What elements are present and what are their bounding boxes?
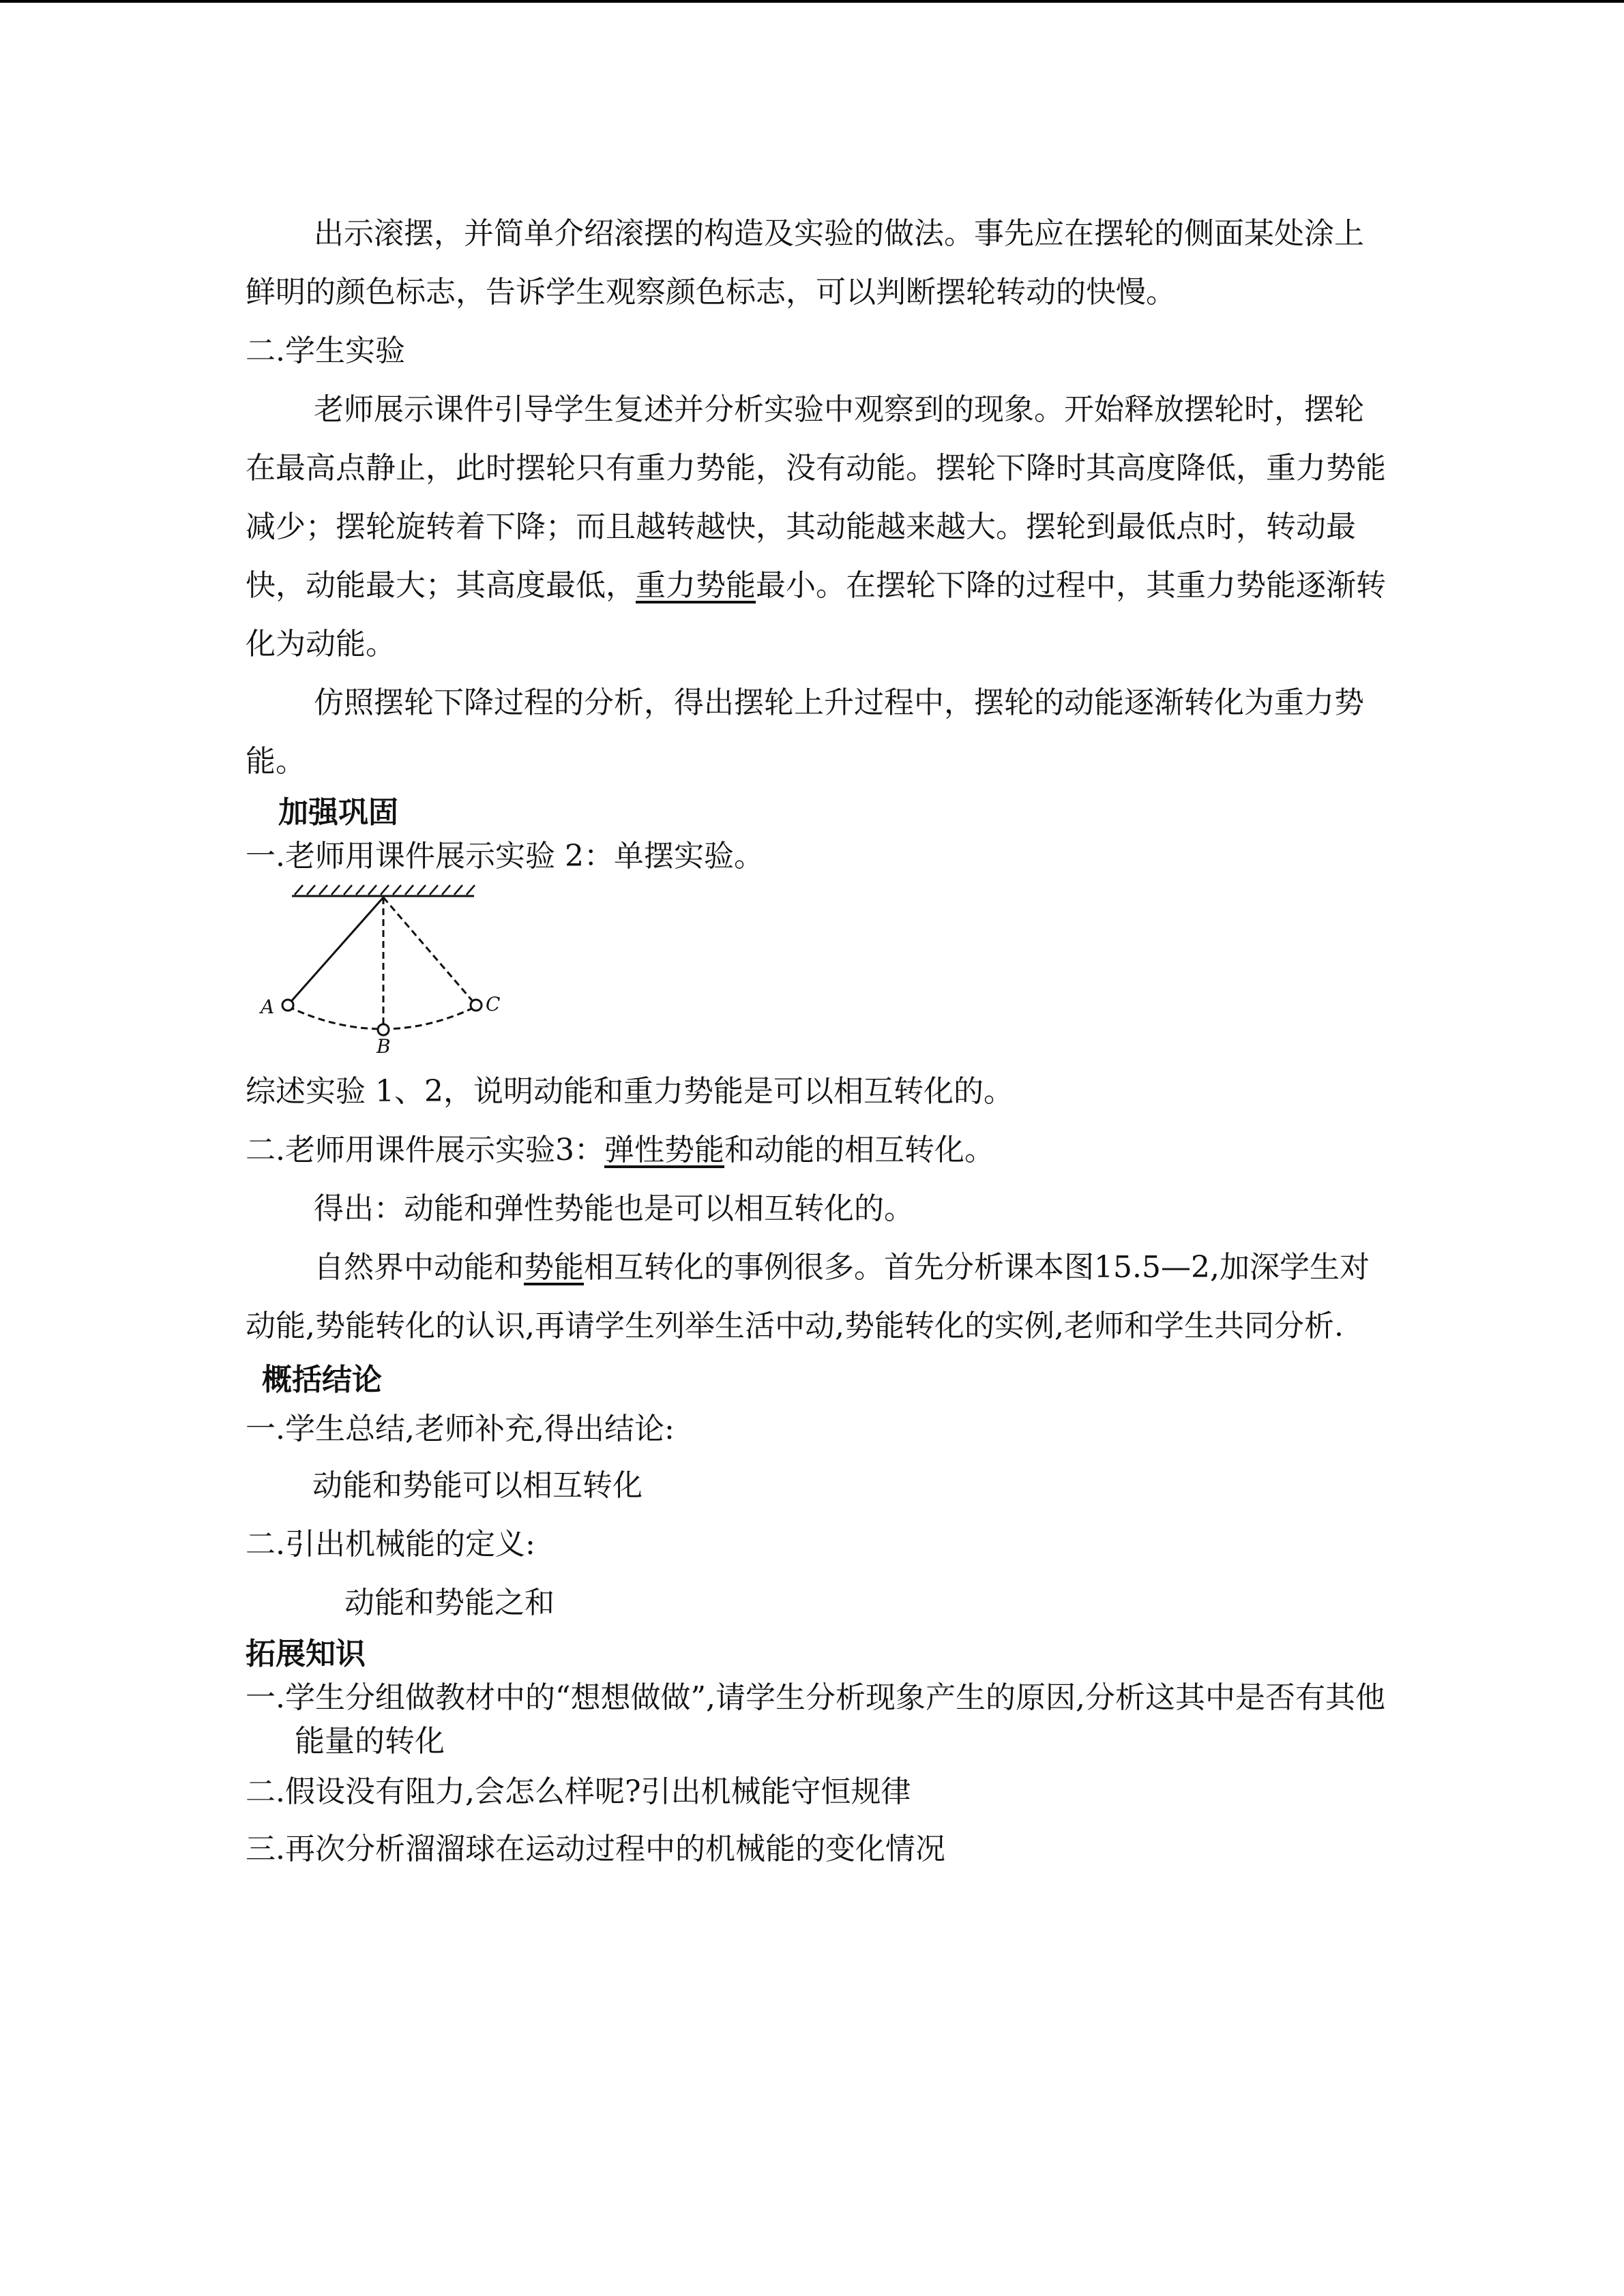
extend-item-3: 三.再次分析溜溜球在运动过程中的机械能的变化情况 (246, 1832, 945, 1866)
bob-a (282, 1000, 293, 1011)
extend-item-2: 二.假设没有阻力,会怎么样呢?引出机械能守恒规律 (246, 1774, 911, 1809)
strengthen-item-1: 一.老师用课件展示实验 2：单摆实验。 (246, 839, 764, 874)
conclusion-item-1: 一.学生总结,老师补充,得出结论: (246, 1412, 675, 1446)
link-gravitational-potential-energy[interactable]: 重力势能 (636, 568, 756, 603)
link-potential-energy[interactable]: 势能 (524, 1250, 584, 1285)
section-student-experiment: 二.学生实验 (246, 333, 405, 368)
strengthen-item-2 (246, 1121, 1391, 1180)
pendulum-diagram (246, 881, 518, 1058)
conclusion-item-2-sub: 动能和势能之和 (344, 1585, 555, 1620)
nature-text-a: 自然界中动能和 (314, 1250, 524, 1285)
pendulum-string-a (288, 897, 383, 1005)
heading-conclusion: 概括结论 (262, 1362, 382, 1397)
analysis-text-a: 老师展示课件引导学生复述并分析实验中观察到的现象。开始释放摆轮时，摆轮在最高点静止，此时摆轮只有重力势能，没有动能。摆轮下降时其高度降低，重力势能减少；摆轮旋转着下降；而且越转越快，其动能越来越大。摆轮到最低点时，转动最快，动能最大；其高度最低， (246, 392, 1386, 603)
link-elastic-potential-energy[interactable]: 弹性势能 (604, 1133, 724, 1167)
conclusion-item-2: 二.引出机械能的定义: (246, 1527, 535, 1562)
heading-extend: 拓展知识 (246, 1637, 366, 1671)
document-body (246, 205, 1391, 1878)
top-border (0, 0, 1624, 3)
item2-text-b: 和动能的相互转化。 (724, 1133, 994, 1167)
paragraph-rising-analysis: 仿照摆轮下降过程的分析，得出摆轮上升过程中，摆轮的动能逐渐转化为重力势能。 (246, 685, 1364, 779)
item2-text-a: 二.老师用课件展示实验3： (246, 1133, 604, 1167)
nature-text-b: 相互转化的事例很多。首先分析课本图15.5—2,加深学生对动能,势能转化的认识,再请学生列举生活中动,势能转化的实例,老师和学生共同分析. (246, 1250, 1370, 1343)
label-c: C (486, 993, 501, 1015)
paragraph-nature-examples (246, 1238, 1391, 1356)
paragraph-analysis (246, 381, 1391, 674)
bob-c (471, 1000, 482, 1011)
conclusion-item-1-sub: 动能和势能可以相互转化 (312, 1468, 643, 1503)
bob-b (378, 1024, 389, 1035)
paragraph-rolling-pendulum: 出示滚摆，并简单介绍滚摆的构造及实验的做法。事先应在摆轮的侧面某处涂上鲜明的颜色标志，告诉学生观察颜色标志，可以判断摆轮转动的快慢。 (246, 216, 1364, 310)
heading-strengthen: 加强巩固 (278, 795, 398, 830)
label-a: A (261, 996, 275, 1018)
result-statement: 得出：动能和弹性势能也是可以相互转化的。 (314, 1191, 914, 1226)
summary-experiments: 综述实验 1、2，说明动能和重力势能是可以相互转化的。 (246, 1074, 1014, 1109)
extend-item-1: 一.学生分组做教材中的“想想做做”,请学生分析现象产生的原因,分析这其中是否有其他能量的转化 (246, 1680, 1385, 1759)
label-b: B (377, 1035, 391, 1058)
ceiling-support (292, 885, 475, 896)
pendulum-string-c (383, 897, 476, 1005)
analysis-text-b: 最小。在摆轮下降的过程中，其重力势能逐渐转化为动能。 (246, 568, 1386, 661)
